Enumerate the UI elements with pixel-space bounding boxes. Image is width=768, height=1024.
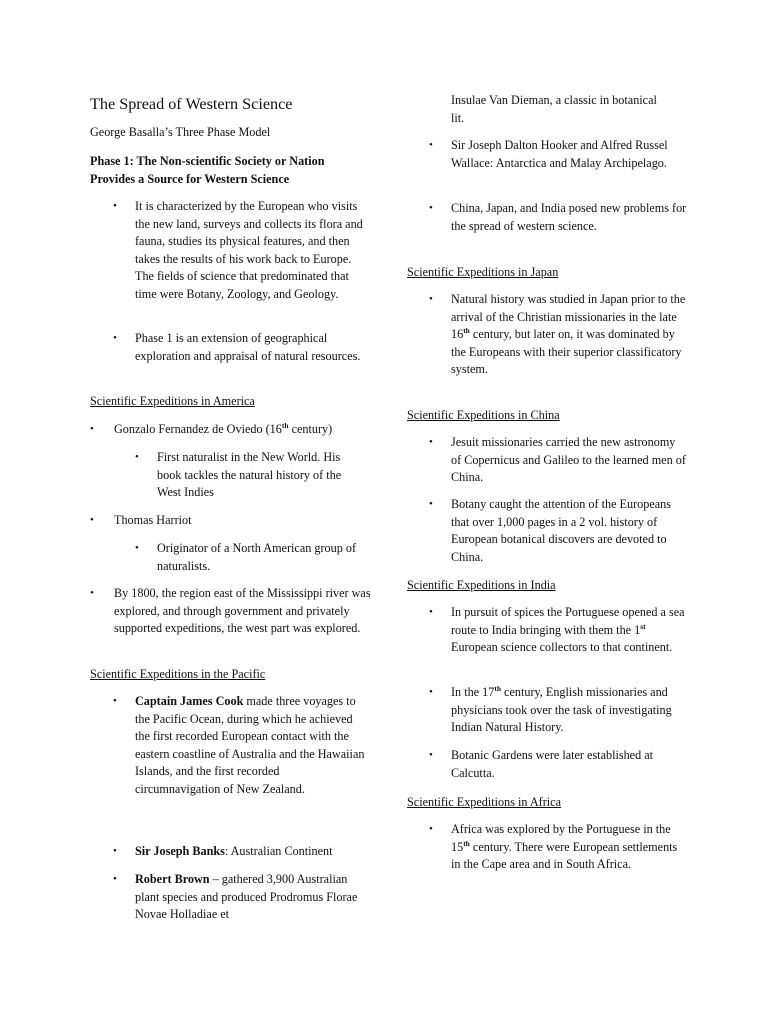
bullet-icon: • — [429, 293, 433, 305]
bullet-icon: • — [90, 587, 94, 599]
china-japan-india-item: China, Japan, and India posed new problems for the spread of western science. — [451, 201, 687, 233]
mississippi-item: By 1800, the region east of the Mississippi river was explored, and through government and privately supported expeditions, the west part was explored. — [114, 586, 371, 636]
bullet-icon: • — [429, 139, 433, 151]
bullet-icon: • — [429, 749, 433, 761]
bullet-icon: • — [429, 436, 433, 448]
japan-bullet-1: Natural history was studied in Japan prior to the arrival of the Christian missionaries in the late 16th century, but later on, it was dominated by the Europeans with their superior classificatory system. — [451, 292, 686, 377]
harriot-item: Thomas Harriot — [114, 513, 192, 527]
japan-heading: Scientific Expeditions in Japan — [407, 265, 559, 279]
india-bullet-1: In pursuit of spices the Portuguese opened a sea route to India bringing with them the 1st European science collectors to that continent. — [451, 605, 685, 655]
china-heading: Scientific Expeditions in China — [407, 408, 560, 422]
bullet-icon: • — [429, 202, 433, 214]
america-heading: Scientific Expeditions in America — [90, 394, 255, 408]
bullet-icon: • — [113, 845, 117, 857]
list-item — [135, 449, 365, 502]
oviedo-detail: First naturalist in the New World. His book tackles the natural history of the West Indies — [157, 450, 342, 500]
list-item — [113, 330, 365, 365]
cook-item: Captain James Cook made three voyages to the Pacific Ocean, during which he achieved the first recorded European contact with the eastern coastline of Australia and the Hawaiian Islands, and the first recorded circumnavigation of New Zealand. — [135, 694, 365, 796]
bullet-icon: • — [113, 873, 117, 885]
list-item — [90, 421, 372, 439]
bullet-icon: • — [113, 200, 117, 212]
harriot-detail: Originator of a North American group of naturalists. — [157, 541, 357, 573]
bullet-icon: • — [429, 498, 433, 510]
india-bullet-2: In the 17th century, English missionaries and physicians took over the task of investigating Indian Natural History. — [451, 684, 672, 735]
india-heading: Scientific Expeditions in India — [407, 578, 556, 592]
subtitle: George Basalla’s Three Phase Model — [90, 125, 271, 139]
bullet-icon: • — [429, 606, 433, 618]
brown-item-continued: Insulae Van Dieman, a classic in botanical lit. — [451, 93, 657, 125]
list-item — [429, 604, 687, 657]
list-item — [429, 821, 687, 874]
list-item — [113, 871, 365, 924]
list-item — [113, 843, 365, 861]
list-item — [429, 747, 687, 782]
banks-item: Sir Joseph Banks: Australian Continent — [135, 844, 333, 858]
africa-heading: Scientific Expeditions in Africa — [407, 795, 561, 809]
brown-item: Robert Brown – gathered 3,900 Australian plant species and produced Prodromus Florae Novae Holladiae et — [135, 872, 358, 922]
list-item — [90, 512, 372, 530]
bullet-icon: • — [90, 423, 94, 435]
bullet-icon: • — [135, 542, 139, 554]
bullet-icon: • — [135, 451, 139, 463]
list-item — [429, 434, 687, 487]
pacific-heading: Scientific Expeditions in the Pacific — [90, 667, 266, 681]
list-item — [429, 496, 687, 566]
list-item — [429, 137, 687, 172]
list-item — [90, 585, 372, 638]
bullet-icon: • — [113, 695, 117, 707]
list-item — [113, 198, 365, 304]
phase1-heading: Phase 1: The Non-scientific Society or Nation Provides a Source for Western Science — [90, 154, 325, 186]
list-item — [113, 693, 365, 799]
list-item — [135, 540, 365, 575]
china-bullet-1: Jesuit missionaries carried the new astronomy of Copernicus and Galileo to the learned men of China. — [451, 435, 686, 485]
china-bullet-2: Botany caught the attention of the Europeans that over 1,000 pages in a 2 vol. history of European botanical discovers are devoted to China. — [451, 497, 671, 564]
list-item — [429, 200, 687, 235]
bullet-icon: • — [429, 823, 433, 835]
hooker-item: Sir Joseph Dalton Hooker and Alfred Russel Wallace: Antarctica and Malay Archipelago. — [451, 138, 668, 170]
phase1-bullet-1: It is characterized by the European who visits the new land, surveys and collects its flora and fauna, studies its physical features, and then takes the results of his work back to Europe. The fields of science that predominated that time were Botany, Zoology, and Geology. — [135, 199, 363, 301]
africa-bullet-1: Africa was explored by the Portuguese in the 15th century. There were European settlements in the Cape area and in South Africa. — [451, 822, 678, 872]
page-title: The Spread of Western Science — [90, 95, 293, 113]
list-item — [429, 684, 687, 737]
oviedo-item: Gonzalo Fernandez de Oviedo (16th century) — [114, 421, 333, 436]
bullet-icon: • — [429, 686, 433, 698]
phase1-bullet-2: Phase 1 is an extension of geographical exploration and appraisal of natural resources. — [135, 331, 361, 363]
list-item — [429, 291, 687, 379]
bullet-icon: • — [113, 332, 117, 344]
india-bullet-3: Botanic Gardens were later established at Calcutta. — [451, 748, 654, 780]
bullet-icon: • — [90, 514, 94, 526]
